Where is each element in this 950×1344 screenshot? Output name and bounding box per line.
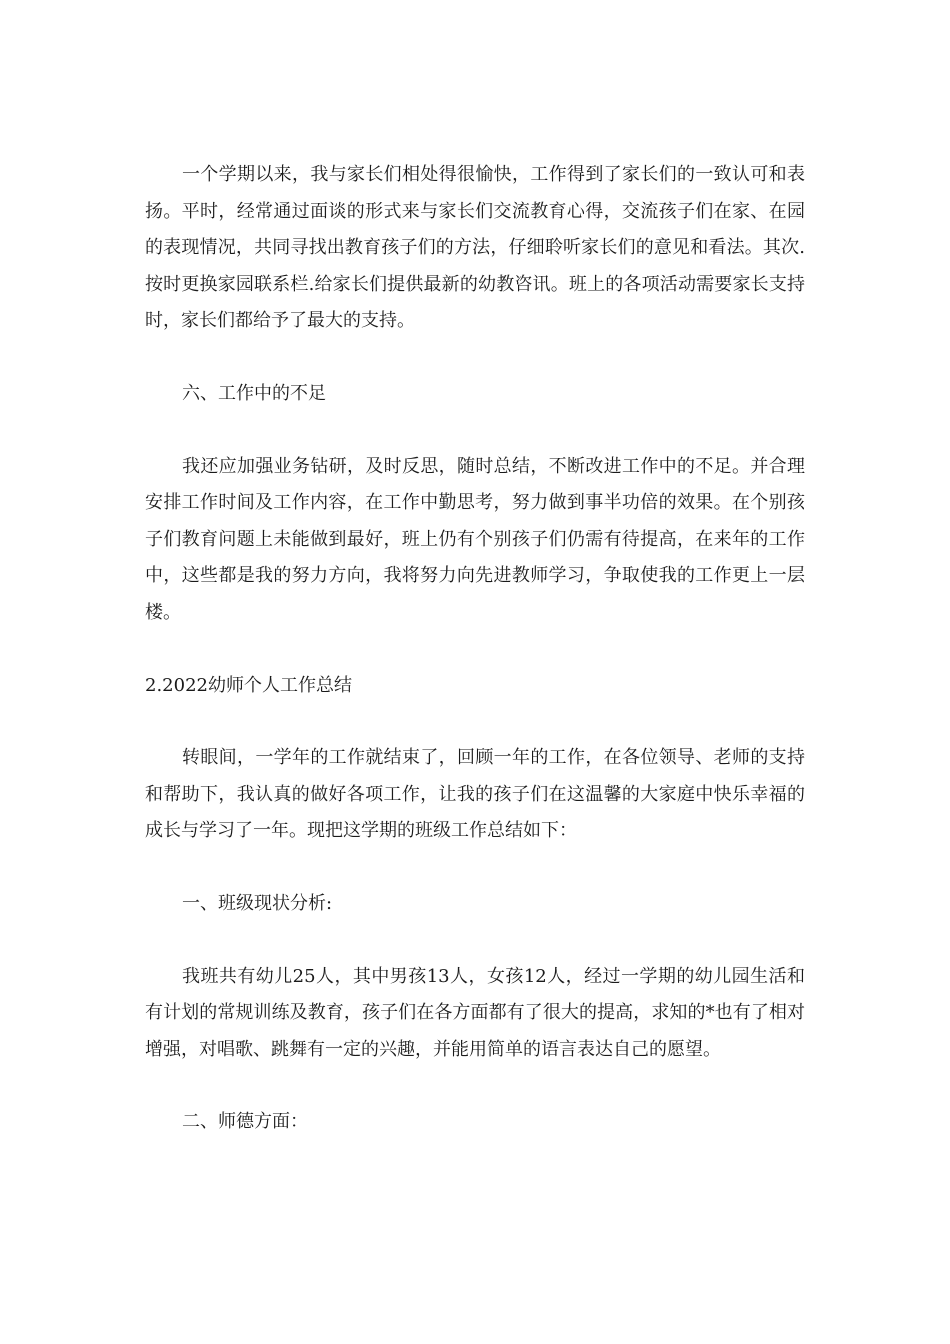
- paragraph-gap: [145, 413, 805, 449]
- paragraph-gap: [145, 850, 805, 886]
- paragraph-gap: [145, 340, 805, 376]
- section-heading-shortcomings: 六、工作中的不足: [182, 382, 326, 404]
- paragraph-intro: 转眼间，一学年的工作就结束了，回顾一年的工作，在各位领导、老师的支持和帮助下，我认真的做好各项工作，让我的孩子们在这温馨的大家庭中快乐幸福的成长与学习了一年。现把这学期的班级工作总结如下：: [145, 747, 805, 842]
- section-heading-ethics: 二、师德方面：: [182, 1111, 308, 1133]
- document-page: [145, 157, 805, 1141]
- paragraph-parent-communication: 一个学期以来，我与家长们相处得很愉快，工作得到了家长们的一致认可和表扬。平时，经常通过面谈的形式来与家长们交流教育心得，交流孩子们在家、在园的表现情况，共同寻找出教育孩子们的方法，仔细聆听家长们的意见和看法。其次.按时更换家园联系栏.给家长们提供最新的幼教咨讯。班上的各项活动需要家长支持时，家长们都给予了最大的支持。: [145, 164, 805, 332]
- paragraph-gap: [145, 632, 805, 668]
- paragraph-gap: [145, 923, 805, 959]
- section-heading-class-status: 一、班级现状分析:: [182, 892, 333, 914]
- paragraph-gap: [145, 1068, 805, 1104]
- article-title-2022-summary: 2.2022幼师个人工作总结: [145, 674, 352, 696]
- paragraph-gap: [145, 704, 805, 740]
- paragraph-class-status: 我班共有幼儿25人，其中男孩13人，女孩12人，经过一学期的幼儿园生活和有计划的常规训练及教育，孩子们在各方面都有了很大的提高，求知的*也有了相对增强，对唱歌、跳舞有一定的兴趣，并能用简单的语言表达自己的愿望。: [145, 965, 805, 1060]
- paragraph-shortcomings: 我还应加强业务钻研，及时反思，随时总结，不断改进工作中的不足。并合理安排工作时间及工作内容，在工作中勤思考，努力做到事半功倍的效果。在个别孩子们教育问题上未能做到最好，班上仍有个别孩子们仍需有待提高，在来年的工作中，这些都是我的努力方向，我将努力向先进教师学习，争取使我的工作更上一层楼。: [145, 455, 805, 623]
